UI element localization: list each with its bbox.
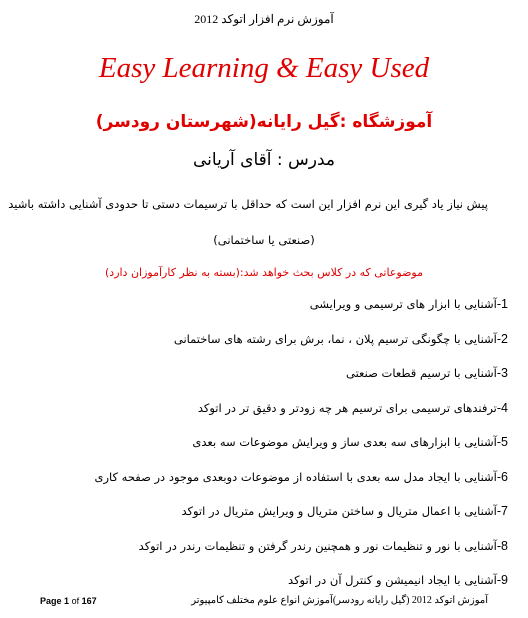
list-item-number: 1- bbox=[496, 297, 508, 311]
list-item-text: آشنایی با ایجاد انیمیشن و کنترل آن در اتوکد bbox=[288, 573, 497, 587]
slogan-title: Easy Learning & Easy Used bbox=[98, 52, 430, 84]
list-item-text: آشنایی با ابزار های ترسیمی و ویرایشی bbox=[309, 297, 497, 311]
page-total: 167 bbox=[81, 596, 97, 606]
list-item-number: 9- bbox=[496, 573, 508, 587]
page-of-label: of bbox=[71, 596, 80, 606]
footer-text: آموزش اتوکد 2012 (گیل رایانه رودسر)آموزش انواع علوم مختلف کامپیوتر bbox=[191, 595, 488, 606]
topics-list bbox=[28, 294, 508, 605]
intro-note: (صنعتی یا ساختمانی) bbox=[213, 233, 315, 247]
intro-paragraph: پیش نیاز یاد گیری این نرم افزار این است که حداقل با ترسیمات دستی تا حدودی آشنایی داشته باشید bbox=[8, 197, 488, 211]
list-item bbox=[28, 501, 508, 536]
list-item-number: 4- bbox=[496, 400, 508, 415]
school-name: آموزشگاه :گیل رایانه(شهرستان رودسر) bbox=[95, 112, 433, 132]
list-item bbox=[28, 363, 508, 398]
list-item bbox=[28, 294, 508, 329]
list-item-number: 6- bbox=[496, 469, 508, 484]
list-item bbox=[28, 467, 508, 502]
list-item-text: آشنایی با چگونگی ترسیم پلان ، نما، برش برای رشته های ساختمانی bbox=[173, 331, 497, 346]
list-item bbox=[28, 432, 508, 467]
list-item-text: آشنایی با ایجاد مدل سه بعدی با استفاده از موضوعات دوبعدی موجود در صفحه کاری bbox=[94, 469, 497, 484]
list-item-number: 7- bbox=[496, 504, 508, 518]
list-item-number: 3- bbox=[496, 366, 508, 380]
document-header: آموزش نرم افزار اتوکد 2012 bbox=[194, 12, 334, 26]
list-item-text: ترفندهای ترسیمی برای ترسیم هر چه زودتر و دقیق تر در اتوکد bbox=[197, 400, 497, 415]
list-item bbox=[28, 329, 508, 364]
list-item-number: 5- bbox=[496, 435, 508, 449]
list-item-number: 8- bbox=[496, 538, 508, 553]
page-label: Page bbox=[40, 596, 62, 606]
list-item-text: آشنایی با اعمال متریال و ساختن متریال و ویرایش متریال در اتوکد bbox=[181, 504, 497, 518]
list-item-text: آشنایی با نور و تنظیمات نور و همچنین رندر گرفتن و تنظیمات رندر در اتوکد bbox=[138, 538, 497, 553]
teacher-name: مدرس : آقای آریانی bbox=[192, 150, 335, 170]
list-item bbox=[28, 398, 508, 433]
list-item bbox=[28, 536, 508, 571]
page-number bbox=[40, 596, 97, 606]
list-item-text: آشنایی با ابزارهای سه بعدی ساز و ویرایش موضوعات سه بعدی bbox=[192, 435, 497, 449]
page-current: 1 bbox=[64, 596, 70, 606]
topics-heading: موضوعاتی که در کلاس بحث خواهد شد:(بسته به نظر کارآموزان دارد) bbox=[105, 266, 423, 279]
list-item-number: 2- bbox=[496, 331, 508, 346]
list-item-text: آشنایی با ترسیم قطعات صنعتی bbox=[346, 366, 497, 380]
